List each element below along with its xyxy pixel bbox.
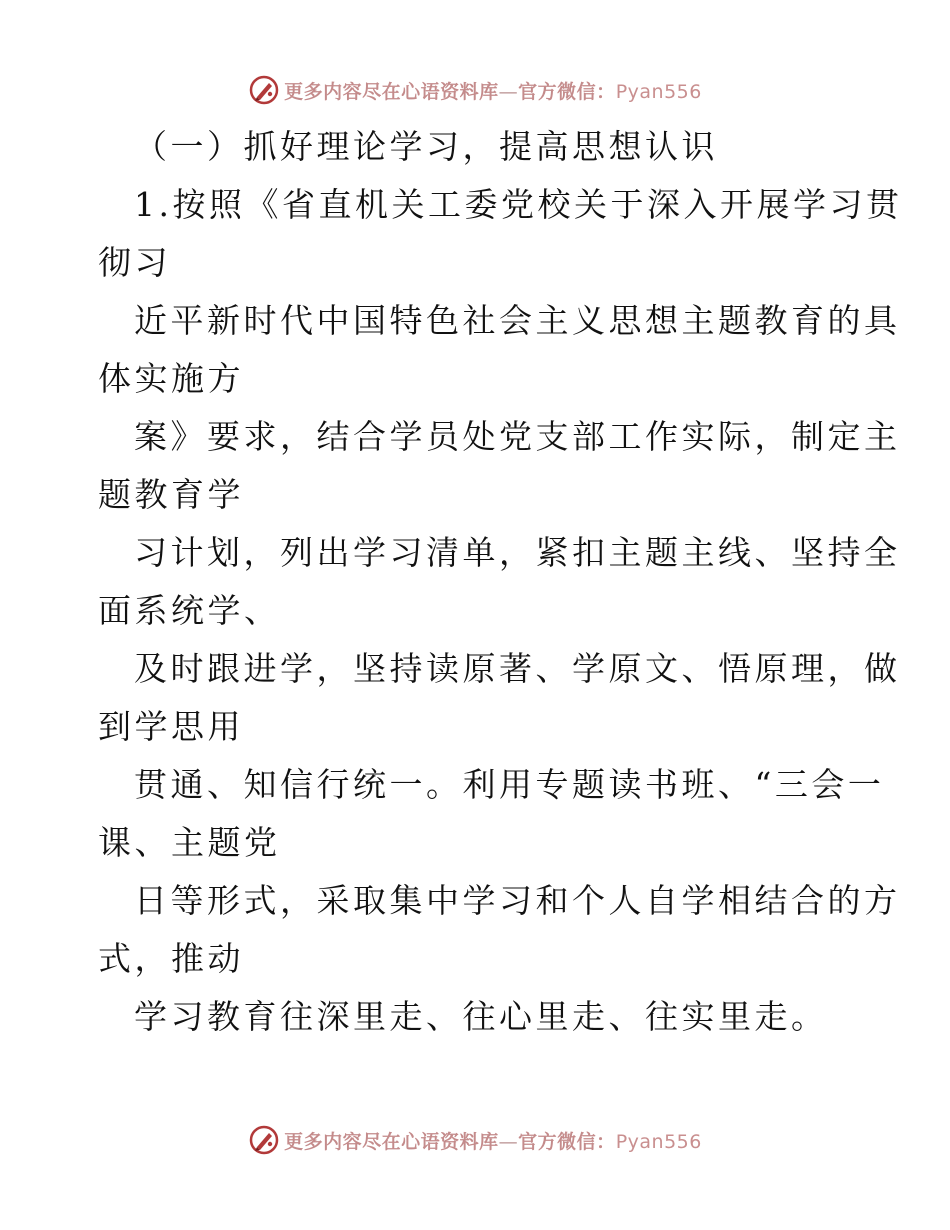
paragraph-line: 题教育学: [98, 475, 244, 514]
paragraph-line: 贯通、知信行统一。利用专题读书班、“三会一: [134, 765, 885, 804]
paragraph-line: 及时跟进学，坚持读原著、学原文、悟原理，做: [134, 649, 901, 688]
section-heading: （一）抓好理论学习，提高思想认识: [134, 127, 718, 166]
footer-banner-wechat: 官方微信：: [518, 1130, 616, 1153]
footer-banner-title: 更多内容尽在心语资料库: [284, 1130, 499, 1153]
paragraph-line: 案》要求，结合学员处党支部工作实际，制定主: [134, 417, 901, 456]
header-banner-text: [284, 77, 702, 104]
header-banner: [0, 70, 950, 110]
paragraph-line: 学习教育往深里走、往心里走、往实里走。: [134, 997, 828, 1036]
paragraph-line: 课、主题党: [98, 823, 281, 862]
pen-logo-icon: [248, 74, 280, 106]
header-banner-separator: —: [498, 80, 519, 103]
paragraph-line: 式，推动: [98, 939, 244, 978]
footer-banner-separator: —: [498, 1130, 519, 1153]
paragraph-line: 日等形式，采取集中学习和个人自学相结合的方: [134, 881, 901, 920]
paragraph-line: 1.按照《省直机关工委党校关于深入开展学习贯: [134, 185, 903, 224]
paragraph-line: 体实施方: [98, 359, 244, 398]
header-banner-wechat: 官方微信：: [518, 80, 616, 103]
footer-banner-text: [284, 1127, 702, 1154]
paragraph-line: 面系统学、: [98, 591, 281, 630]
footer-banner-id: Pyan556: [615, 1130, 702, 1153]
footer-banner: [0, 1120, 950, 1160]
pen-logo-icon: [248, 1124, 280, 1156]
paragraph-line: 习计划，列出学习清单，紧扣主题主线、坚持全: [134, 533, 901, 572]
document-body: [98, 118, 903, 1046]
paragraph-line: 近平新时代中国特色社会主义思想主题教育的具: [134, 301, 901, 340]
header-banner-title: 更多内容尽在心语资料库: [284, 80, 499, 103]
paragraph-line: 彻习: [98, 243, 171, 282]
header-banner-id: Pyan556: [615, 80, 702, 103]
paragraph-line: 到学思用: [98, 707, 244, 746]
